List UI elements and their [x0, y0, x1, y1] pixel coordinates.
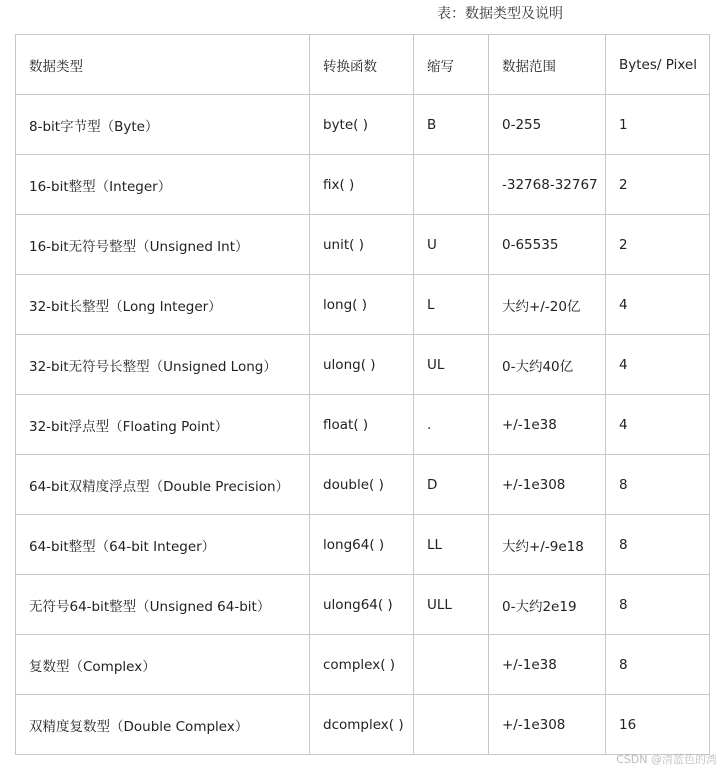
cell-data-range: 0-大约40亿 [489, 335, 606, 395]
cell-data-range: 大约+/-9e18 [489, 515, 606, 575]
table-row [16, 335, 710, 395]
table-row [16, 695, 710, 755]
cell-data-type: 16-bit无符号整型（Unsigned Int） [16, 215, 310, 275]
cell-data-type: 8-bit字节型（Byte） [16, 95, 310, 155]
cell-abbreviation: B [414, 95, 489, 155]
header-cell-data-type: 数据类型 [16, 35, 310, 95]
cell-abbreviation: D [414, 455, 489, 515]
header-cell-abbreviation: 缩写 [414, 35, 489, 95]
cell-data-type: 64-bit整型（64-bit Integer） [16, 515, 310, 575]
cell-conversion-function: long64( ) [310, 515, 414, 575]
table-header-row [16, 35, 710, 95]
table-row [16, 575, 710, 635]
watermark: CSDN @清蓝色的湾 [616, 753, 717, 766]
cell-conversion-function: unit( ) [310, 215, 414, 275]
cell-conversion-function: double( ) [310, 455, 414, 515]
cell-data-type: 32-bit长整型（Long Integer） [16, 275, 310, 335]
cell-conversion-function: dcomplex( ) [310, 695, 414, 755]
table-caption: 表：数据类型及说明 [437, 6, 563, 22]
cell-abbreviation: L [414, 275, 489, 335]
cell-conversion-function: ulong( ) [310, 335, 414, 395]
cell-data-range: 大约+/-20亿 [489, 275, 606, 335]
cell-data-type: 32-bit无符号长整型（Unsigned Long） [16, 335, 310, 395]
cell-conversion-function: complex( ) [310, 635, 414, 695]
cell-conversion-function: fix( ) [310, 155, 414, 215]
cell-data-type: 64-bit双精度浮点型（Double Precision） [16, 455, 310, 515]
table-row [16, 515, 710, 575]
header-cell-bytes-per-pixel: Bytes/ Pixel [606, 35, 710, 95]
cell-abbreviation [414, 635, 489, 695]
cell-data-range: +/-1e38 [489, 635, 606, 695]
cell-data-range: -32768-32767 [489, 155, 606, 215]
cell-bytes-per-pixel: 8 [606, 455, 710, 515]
cell-data-range: 0-65535 [489, 215, 606, 275]
table-row [16, 95, 710, 155]
cell-bytes-per-pixel: 4 [606, 395, 710, 455]
cell-data-type: 16-bit整型（Integer） [16, 155, 310, 215]
cell-data-type: 复数型（Complex） [16, 635, 310, 695]
cell-bytes-per-pixel: 2 [606, 215, 710, 275]
cell-bytes-per-pixel: 4 [606, 335, 710, 395]
table-row [16, 455, 710, 515]
cell-bytes-per-pixel: 4 [606, 275, 710, 335]
cell-data-range: +/-1e38 [489, 395, 606, 455]
table-row [16, 635, 710, 695]
cell-bytes-per-pixel: 1 [606, 95, 710, 155]
cell-bytes-per-pixel: 2 [606, 155, 710, 215]
cell-abbreviation: U [414, 215, 489, 275]
cell-conversion-function: ulong64( ) [310, 575, 414, 635]
cell-bytes-per-pixel: 8 [606, 635, 710, 695]
cell-conversion-function: float( ) [310, 395, 414, 455]
cell-data-type: 无符号64-bit整型（Unsigned 64-bit） [16, 575, 310, 635]
table-row [16, 155, 710, 215]
cell-data-range: 0-大约2e19 [489, 575, 606, 635]
cell-conversion-function: long( ) [310, 275, 414, 335]
cell-abbreviation [414, 695, 489, 755]
cell-abbreviation [414, 155, 489, 215]
cell-abbreviation: ULL [414, 575, 489, 635]
cell-data-range: 0-255 [489, 95, 606, 155]
cell-data-range: +/-1e308 [489, 695, 606, 755]
cell-abbreviation: LL [414, 515, 489, 575]
header-cell-data-range: 数据范围 [489, 35, 606, 95]
table-row [16, 275, 710, 335]
cell-data-type: 双精度复数型（Double Complex） [16, 695, 310, 755]
header-cell-conversion-function: 转换函数 [310, 35, 414, 95]
cell-data-type: 32-bit浮点型（Floating Point） [16, 395, 310, 455]
cell-abbreviation: . [414, 395, 489, 455]
cell-data-range: +/-1e308 [489, 455, 606, 515]
table-row [16, 395, 710, 455]
cell-abbreviation: UL [414, 335, 489, 395]
cell-bytes-per-pixel: 8 [606, 515, 710, 575]
cell-bytes-per-pixel: 8 [606, 575, 710, 635]
data-types-table [15, 34, 710, 755]
cell-bytes-per-pixel: 16 [606, 695, 710, 755]
table-row [16, 215, 710, 275]
cell-conversion-function: byte( ) [310, 95, 414, 155]
